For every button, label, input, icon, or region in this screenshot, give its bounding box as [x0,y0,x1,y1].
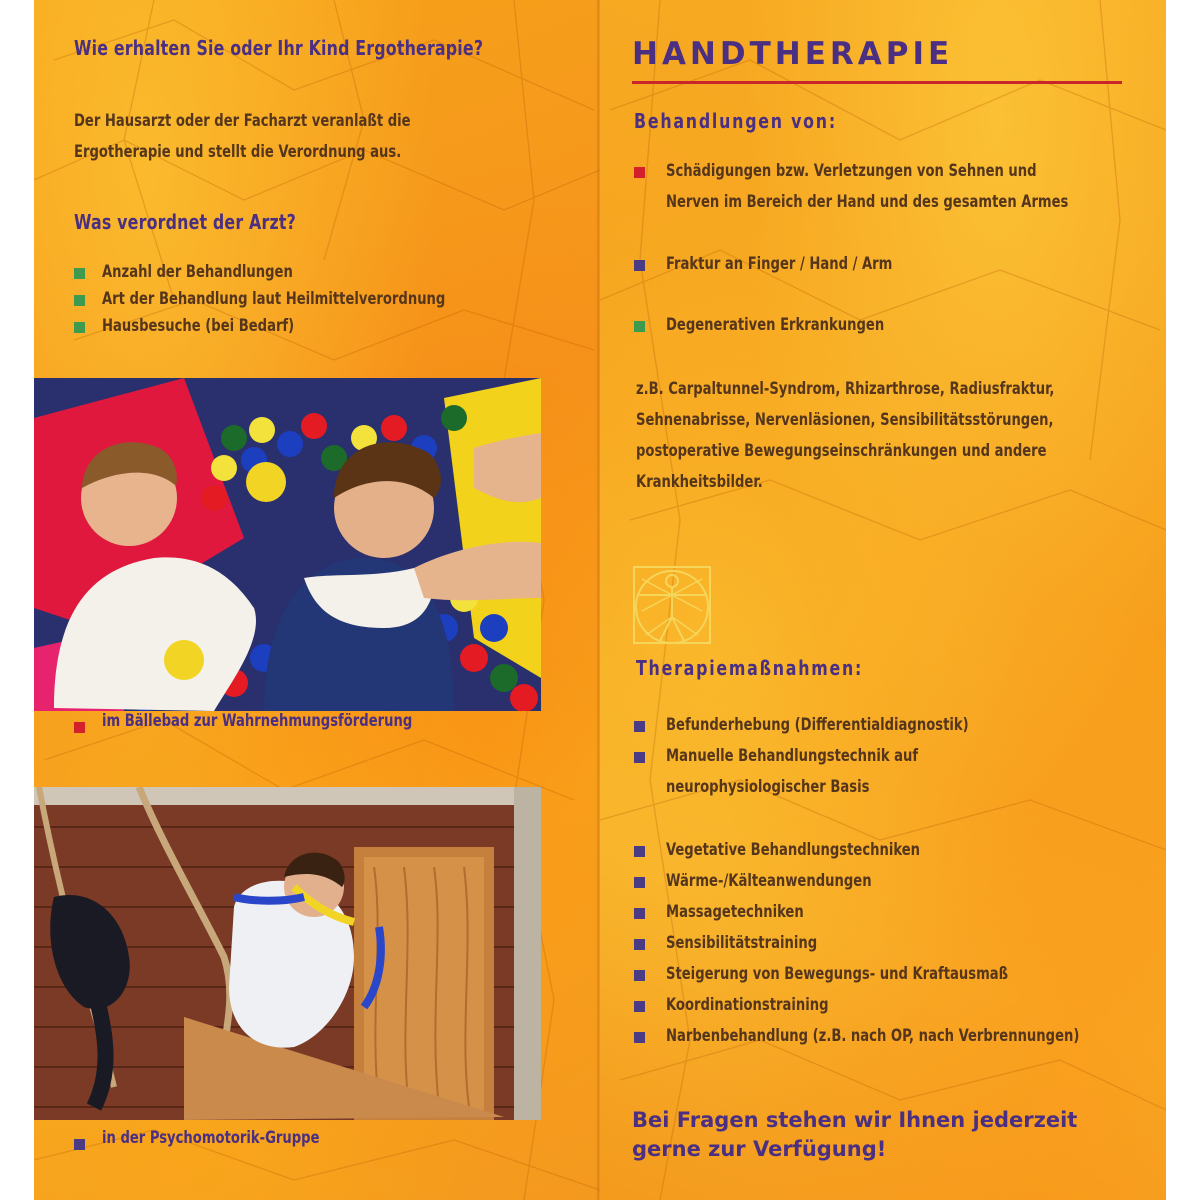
bullet-purple [634,846,645,857]
bullet-purple [634,721,645,732]
bullet-purple [634,939,645,950]
subheading-treatments: Behandlungen von: [634,109,837,133]
measure-item: Sensibilitätstraining [666,933,818,953]
prescription-item: Anzahl der Behandlungen [102,262,293,282]
example-line: Krankheitsbilder. [636,472,763,492]
treatment-line: Fraktur an Finger / Hand / Arm [666,254,893,274]
bullet-green [74,322,85,333]
example-line: z.B. Carpaltunnel-Syndrom, Rhizarthrose, Radiusfraktur, [636,379,1055,399]
measure-item: Wärme-/Kälteanwendungen [666,871,872,891]
question-heading-2: Was verordnet der Arzt? [74,210,296,234]
bullet-purple [634,908,645,919]
treatment-line: Schädigungen bzw. Verletzungen von Sehnen und [666,161,1037,181]
left-panel [34,0,600,1200]
treatment-line: Nerven im Bereich der Hand und des gesamten Armes [666,192,1069,212]
bullet-purple [634,877,645,888]
bullet-purple [634,970,645,981]
bullet-purple [74,1139,85,1150]
measure-item: Massagetechniken [666,902,804,922]
bullet-purple [634,1032,645,1043]
example-line: Sehnenabrisse, Nervenläsionen, Sensibilitätsstörungen, [636,410,1054,430]
right-panel [600,0,1166,1200]
bullet-purple [634,752,645,763]
paragraph-line-1: Der Hausarzt oder der Facharzt veranlaßt die [74,111,411,131]
bullet-green [634,321,645,332]
bullet-purple [634,1001,645,1012]
measure-item: Steigerung von Bewegungs- und Kraftausmaß [666,964,1009,984]
bullet-purple [634,260,645,271]
bullet-green [74,268,85,279]
paragraph-line-2: Ergotherapie und stellt die Verordnung aus. [74,142,402,162]
photo-caption-1: im Bällebad zur Wahrnehmungsförderung [102,711,413,731]
bullet-red [634,167,645,178]
footer-line-1: Bei Fragen stehen wir Ihnen jederzeit [632,1108,1078,1132]
gym-photo [34,787,541,1120]
title-rule [632,81,1122,84]
prescription-item: Hausbesuche (bei Bedarf) [102,316,295,336]
measure-item: Befunderhebung (Differentialdiagnostik) [666,715,969,735]
measure-item: Vegetative Behandlungstechniken [666,840,921,860]
measure-item: Koordinationstraining [666,995,829,1015]
measure-item-cont: neurophysiologischer Basis [666,777,870,797]
question-heading-1: Wie erhalten Sie oder Ihr Kind Ergotherapie? [74,36,484,60]
photo-caption-2: in der Psychomotorik-Gruppe [102,1128,320,1148]
vitruvian-man-icon [632,565,712,645]
treatment-line: Degenerativen Erkrankungen [666,315,885,335]
prescription-item: Art der Behandlung laut Heilmittelverordnung [102,289,446,309]
page-title: HANDTHERAPIE [632,36,954,72]
bullet-red [74,722,85,733]
footer-line-2: gerne zur Verfügung! [632,1137,887,1161]
ball-pit-photo [34,378,541,711]
bullet-green [74,295,85,306]
example-line: postoperative Bewegungseinschränkungen und andere [636,441,1047,461]
measure-item: Manuelle Behandlungstechnik auf [666,746,919,766]
subheading-measures: Therapiemaßnahmen: [636,656,864,680]
measure-item: Narbenbehandlung (z.B. nach OP, nach Verbrennungen) [666,1026,1080,1046]
